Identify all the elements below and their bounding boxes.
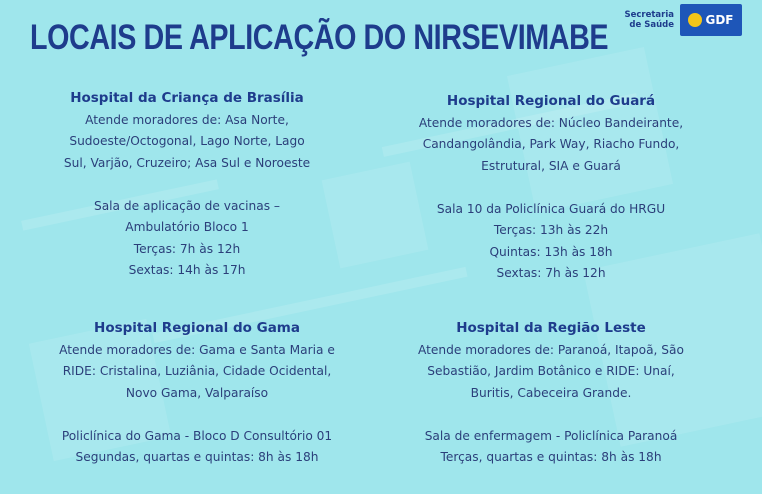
location-name: Hospital Regional do Gama [94, 320, 300, 336]
secretaria-label [624, 10, 674, 30]
serves-line: Atende moradores de: Asa Norte, [85, 112, 289, 127]
serves-line: Sul, Varjão, Cruzeiro; Asa Sul e Noroeste [63, 155, 311, 170]
serves-line: Sudoeste/Octogonal, Lago Norte, Lago [69, 134, 305, 148]
serves-line: Buritis, Cabeceira Grande. [470, 385, 632, 400]
serves-line: Novo Gama, Valparaíso [125, 385, 269, 400]
schedule-line: Sextas: 14h às 17h [128, 263, 246, 277]
location-card-gama [47, 318, 347, 469]
location-card-leste [401, 318, 701, 469]
schedule-line: Terças, quartas e quintas: 8h às 18h [440, 450, 662, 464]
serves-line: Sebastião, Jardim Botânico e RIDE: Unaí, [427, 364, 675, 378]
location-name: Hospital da Região Leste [456, 320, 646, 336]
schedule-line: Sala de aplicação de vacinas – [93, 198, 281, 213]
serves-line: Atende moradores de: Núcleo Bandeirante, [418, 115, 684, 130]
location-card-crianca [37, 88, 337, 282]
schedule-line: Terças: 7h às 12h [133, 241, 241, 256]
location-card-guara [401, 91, 701, 285]
schedule-line: Ambulatório Bloco 1 [125, 220, 249, 234]
serves-line: Candangolândia, Park Way, Riacho Fundo, [422, 137, 680, 151]
schedule-line: Policlínica do Gama - Bloco D Consultório 01 [61, 428, 333, 443]
secretaria-line2: de Saúde [629, 20, 674, 30]
schedule-line: Quintas: 13h às 18h [489, 244, 613, 259]
schedule-line: Sala de enfermagem - Policlínica Paranoá [424, 428, 678, 443]
gdf-badge [680, 4, 742, 36]
schedule-line: Sala 10 da Policlínica Guará do HRGU [436, 201, 666, 216]
schedule-line: Segundas, quartas e quintas: 8h às 18h [75, 450, 319, 464]
secretaria-line1: Secretaria [624, 10, 674, 20]
page-title: LOCAIS DE APLICAÇÃO DO NIRSEVIMABE [30, 18, 609, 57]
serves-line: Atende moradores de: Paranoá, Itapoã, São [418, 342, 684, 357]
gdf-logo [624, 4, 742, 36]
schedule-line: Terças: 13h às 22h [493, 223, 609, 237]
serves-line: Atende moradores de: Gama e Santa Maria e [59, 342, 335, 357]
serves-line: RIDE: Cristalina, Luziânia, Cidade Ocidental, [62, 364, 332, 378]
gdf-label: GDF [705, 13, 734, 27]
location-name: Hospital Regional do Guará [446, 93, 656, 109]
schedule-line: Sextas: 7h às 12h [496, 266, 606, 280]
location-name: Hospital da Criança de Brasília [70, 90, 304, 106]
serves-line: Estrutural, SIA e Guará [481, 158, 621, 173]
ipe-flower-icon [688, 13, 702, 27]
